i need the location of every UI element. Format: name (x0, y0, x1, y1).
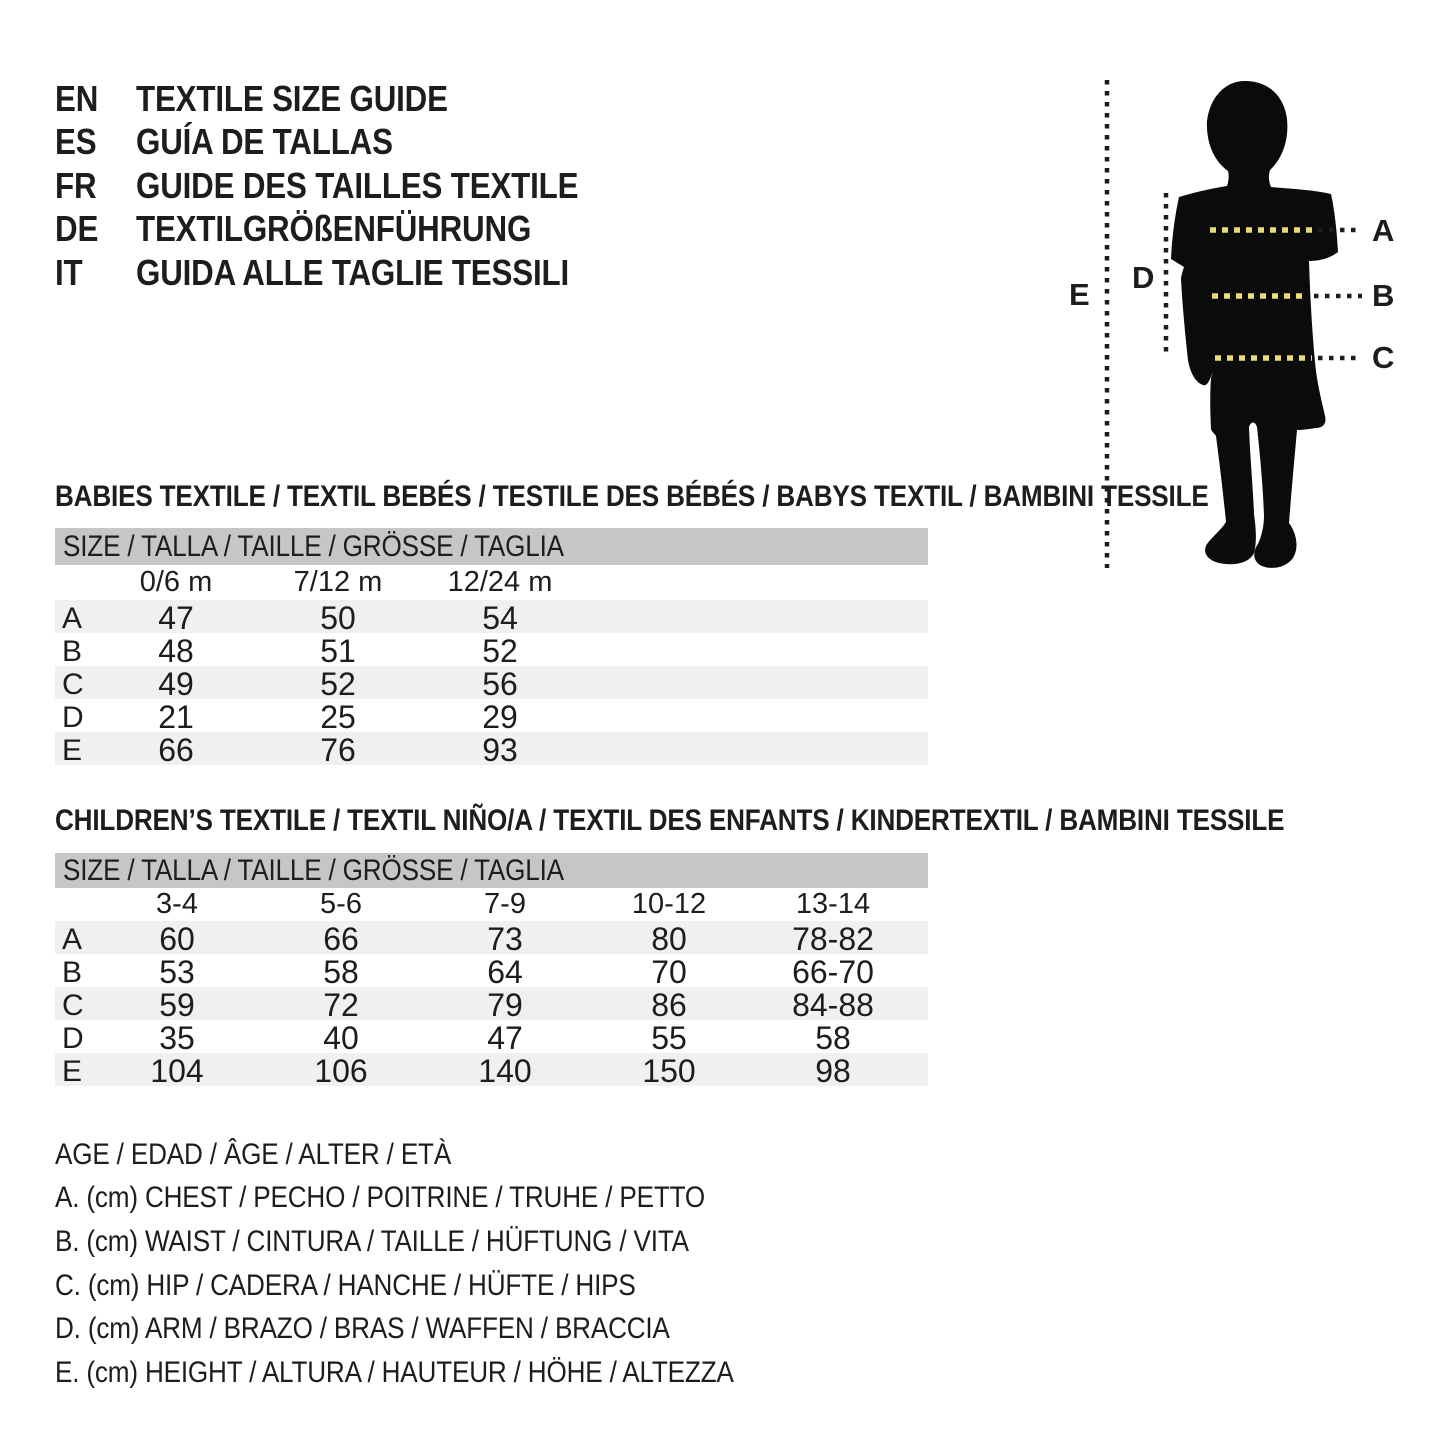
table-cell: 66 (323, 921, 359, 957)
table-cell: 47 (158, 600, 194, 636)
table-cell: 93 (482, 732, 518, 768)
table-cell: 72 (323, 987, 359, 1023)
row-label: A (62, 601, 83, 635)
language-title-list (55, 77, 644, 295)
table-cell: 84-88 (792, 987, 874, 1023)
table-cell: 55 (651, 1020, 687, 1056)
table-cell: 66-70 (792, 954, 874, 990)
guide-title: GUÍA DE TALLAS (136, 121, 393, 163)
legend-line-waist: B. (cm) WAIST / CINTURA / TAILLE / HÜFTUNG / VITA (55, 1224, 689, 1258)
column-header: 7/12 m (293, 566, 383, 598)
table-row (55, 954, 928, 990)
lang-row-it (55, 251, 644, 295)
legend-line-chest: A. (cm) CHEST / PECHO / POITRINE / TRUHE / PETTO (55, 1181, 706, 1215)
lang-code: FR (55, 164, 97, 206)
lang-code: IT (55, 251, 83, 293)
lang-row-es (55, 121, 644, 165)
table-cell: 59 (159, 987, 195, 1023)
row-label: E (62, 1054, 83, 1088)
measurement-legend (55, 1133, 835, 1395)
babies-section-title: BABIES TEXTILE / TEXTIL BEBÉS / TESTILE DES BÉBÉS / BABYS TEXTIL / BAMBINI TESSILE (55, 480, 1209, 513)
lang-code: EN (55, 77, 99, 119)
row-label: B (62, 955, 83, 989)
column-header: 3-4 (156, 888, 198, 920)
table-cell: 51 (320, 633, 356, 669)
table-cell: 140 (478, 1053, 532, 1089)
table-header-bar (55, 528, 928, 565)
row-label: D (62, 700, 84, 734)
figure-label-A: A (1372, 213, 1395, 248)
table-cell: 49 (158, 666, 194, 702)
table-row (55, 633, 928, 669)
guide-title: GUIDA ALLE TAGLIE TESSILI (136, 251, 569, 293)
lang-row-de (55, 208, 644, 252)
legend-line-arm: D. (cm) ARM / BRAZO / BRAS / WAFFEN / BRACCIA (55, 1312, 670, 1346)
table-cell: 64 (487, 954, 523, 990)
lang-code: DE (55, 208, 99, 250)
column-header: 13-14 (795, 888, 871, 920)
figure-label-E: E (1069, 277, 1090, 312)
lang-code: ES (55, 121, 97, 163)
table-cell: 60 (159, 921, 195, 957)
table-cell: 73 (487, 921, 523, 957)
table-cell: 52 (482, 633, 518, 669)
table-cell: 29 (482, 699, 518, 735)
column-header: 0/6 m (139, 566, 213, 598)
table-cell: 78-82 (792, 921, 874, 957)
table-cell: 56 (482, 666, 518, 702)
table-cell: 66 (158, 732, 194, 768)
table-cell: 52 (320, 666, 356, 702)
table-row (55, 921, 928, 957)
figure-label-B: B (1372, 278, 1395, 313)
figure-label-D: D (1132, 260, 1155, 295)
lang-row-en (55, 77, 644, 121)
table-row (55, 699, 928, 735)
column-header: 10-12 (631, 888, 707, 920)
table-cell: 150 (642, 1053, 696, 1089)
legend-line-hip: C. (cm) HIP / CADERA / HANCHE / HÜFTE / HIPS (55, 1268, 636, 1302)
table-cell: 40 (323, 1020, 359, 1056)
table-cell: 80 (651, 921, 687, 957)
table-cell: 58 (323, 954, 359, 990)
table-row (55, 987, 928, 1023)
guide-title: TEXTILGRÖßENFÜHRUNG (136, 208, 532, 250)
table-cell: 53 (159, 954, 195, 990)
table-header-text: SIZE / TALLA / TAILLE / GRÖSSE / TAGLIA (63, 853, 564, 887)
table-cell: 54 (482, 600, 518, 636)
row-label: C (62, 988, 84, 1022)
column-header: 7-9 (484, 888, 526, 920)
row-label: A (62, 922, 83, 956)
table-row (55, 600, 928, 636)
table-cell: 70 (651, 954, 687, 990)
table-row (55, 732, 928, 768)
table-cell: 48 (158, 633, 194, 669)
figure-label-C: C (1372, 340, 1395, 375)
table-header-text: SIZE / TALLA / TAILLE / GRÖSSE / TAGLIA (63, 529, 564, 563)
guide-title: GUIDE DES TAILLES TEXTILE (136, 164, 579, 206)
column-header-row (55, 888, 928, 921)
column-header: 12/24 m (447, 566, 553, 598)
table-cell: 98 (815, 1053, 851, 1089)
table-cell: 21 (158, 699, 194, 735)
children-size-table (55, 853, 928, 1089)
table-cell: 25 (320, 699, 356, 735)
legend-line-height: E. (cm) HEIGHT / ALTURA / HAUTEUR / HÖHE / ALTEZZA (55, 1355, 734, 1389)
table-cell: 86 (651, 987, 687, 1023)
table-cell: 76 (320, 732, 356, 768)
table-cell: 50 (320, 600, 356, 636)
babies-size-table (55, 528, 928, 768)
column-header: 5-6 (320, 888, 362, 920)
table-header-bar (55, 853, 928, 888)
table-row (55, 666, 928, 702)
table-cell: 104 (150, 1053, 204, 1089)
row-label: C (62, 667, 84, 701)
table-cell: 58 (815, 1020, 851, 1056)
guide-title: TEXTILE SIZE GUIDE (136, 77, 448, 119)
table-cell: 106 (314, 1053, 368, 1089)
table-row (55, 1020, 928, 1056)
table-cell: 47 (487, 1020, 523, 1056)
row-label: D (62, 1021, 84, 1055)
row-label: E (62, 733, 83, 767)
row-label: B (62, 634, 83, 668)
table-cell: 79 (487, 987, 523, 1023)
table-row (55, 1053, 928, 1089)
children-section-title: CHILDREN’S TEXTILE / TEXTIL NIÑO/A / TEXTIL DES ENFANTS / KINDERTEXTIL / BAMBINI TESSILE (55, 804, 1285, 837)
lang-row-fr (55, 164, 644, 208)
table-cell: 35 (159, 1020, 195, 1056)
column-header-row (55, 565, 928, 600)
legend-line-age: AGE / EDAD / ÂGE / ALTER / ETÀ (55, 1137, 452, 1171)
